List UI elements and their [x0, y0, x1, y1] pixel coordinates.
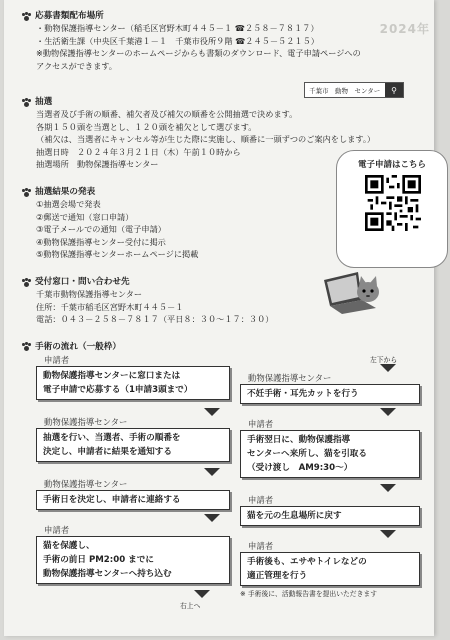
flow-role: 申請者	[44, 355, 70, 365]
body-line: ※動物保護指導センターのホームページからも書類のダウンロード、電子申請ページへの	[36, 48, 361, 59]
flow-step: 猫を元の生息場所に戻す	[240, 506, 420, 526]
body-line: 当選者及び手術の順番、補欠者及び補欠の順番を公開抽選で決めます。	[36, 109, 298, 120]
flow-step: 手術翌日に、動物保護指導 センターへ来所し、猫を引取る （受け渡し AM9:30～）	[240, 430, 420, 478]
body-line: 抽選場所 動物保護指導センター	[36, 159, 159, 170]
search-query: 千葉市 動物 センター	[309, 86, 381, 95]
flow-role: 申請者	[248, 495, 274, 505]
body-line: 抽選日時 ２０２４年３月２１日（木）午前１０時から	[36, 146, 241, 157]
paw-icon	[22, 98, 31, 107]
flow-note: 右上へ	[180, 602, 201, 610]
distribution-section	[22, 10, 422, 72]
arrow-down-icon	[204, 468, 220, 476]
footnote: ※ 手術後に、活動報告書を提出いただきます	[240, 590, 377, 598]
arrow-down-icon	[380, 530, 396, 538]
flow-role: 動物保護指導センター	[44, 479, 128, 489]
flyer-page	[4, 0, 434, 636]
paw-icon	[22, 188, 31, 197]
flow-role: 動物保護指導センター	[248, 373, 332, 383]
flow-step: 不妊手術・耳先カットを行う	[240, 384, 420, 404]
list-item: ④動物保護指導センター受付に掲示	[36, 236, 166, 247]
arrow-down-icon	[380, 408, 396, 416]
flow-step: 手術後も、エサやトイレなどの 適正管理を行う	[240, 552, 420, 586]
section-heading: 受付窓口・問い合わせ先	[35, 277, 130, 287]
body-line: 住所：千葉市稲毛区宮野木町４４５－１	[36, 301, 184, 312]
flow-step: 動物保護指導センターに窓口または 電子申請で応募する（1申請3頭まで）	[36, 366, 230, 400]
flow-step: 抽選を行い、当選者、手術の順番を 決定し、申請者に結果を通知する	[36, 428, 230, 462]
reception-section	[22, 276, 422, 326]
list-item: ⑤動物保護指導センターホームページに掲載	[36, 249, 199, 260]
list-item: ②郵送で通知（窓口申請）	[36, 211, 134, 222]
search-icon: ⚲	[385, 83, 403, 97]
section-heading: 抽選	[35, 97, 53, 107]
section-heading: 応募書類配布場所	[35, 11, 104, 21]
arrow-down-icon	[204, 408, 220, 416]
flow-role: 申請者	[44, 525, 70, 535]
arrow-down-icon	[380, 484, 396, 492]
flow-role: 申請者	[248, 541, 274, 551]
paw-icon	[22, 342, 31, 351]
list-item: ③電子メールでの通知（電子申請）	[36, 224, 166, 235]
body-line: （補欠は、当選者にキャンセル等が生じた際に実施し、順番に一頭ずつのご案内をします。）	[36, 134, 376, 145]
arrow-down-icon	[194, 590, 210, 598]
arrow-down-icon	[380, 364, 396, 372]
flow-role: 申請者	[248, 419, 274, 429]
flow-note: 左下から	[370, 356, 398, 364]
bleed-through-heading: 2024年	[379, 22, 430, 36]
list-item: ①抽選会場で発表	[36, 199, 101, 210]
paw-icon	[22, 12, 31, 21]
flow-step: 猫を保護し、 手術の前日 PM2:00 までに 動物保護指導センターへ持ち込む	[36, 536, 230, 584]
body-line: 千葉市動物保護指導センター	[36, 289, 143, 300]
arrow-down-icon	[204, 514, 220, 522]
body-line: アクセスができます。	[36, 60, 117, 71]
section-heading: 抽選結果の発表	[35, 187, 96, 197]
flow-role: 動物保護指導センター	[44, 417, 128, 427]
flow-heading: 手術の流れ（一般枠）	[22, 340, 121, 352]
body-line: 各期１５０頭を当選とし、１２０頭を補欠として選びます。	[36, 121, 257, 132]
qr-title: 電子申請はこちら	[357, 160, 426, 170]
body-line: ・生活衛生課（中央区千葉港１－１ 千葉市役所９階 ☎２４５－５２１５）	[36, 35, 319, 46]
paw-icon	[22, 278, 31, 287]
body-line: 電話：０４３－２５８－７８１７（平日８：３０～１７：３０）	[36, 314, 274, 325]
flow-step: 手術日を決定し、申請者に連絡する	[36, 490, 230, 510]
results-section	[22, 186, 422, 260]
body-line: ・動物保護指導センター（稲毛区宮野木町４４５－１ ☎２５８－７８１７）	[36, 23, 319, 34]
